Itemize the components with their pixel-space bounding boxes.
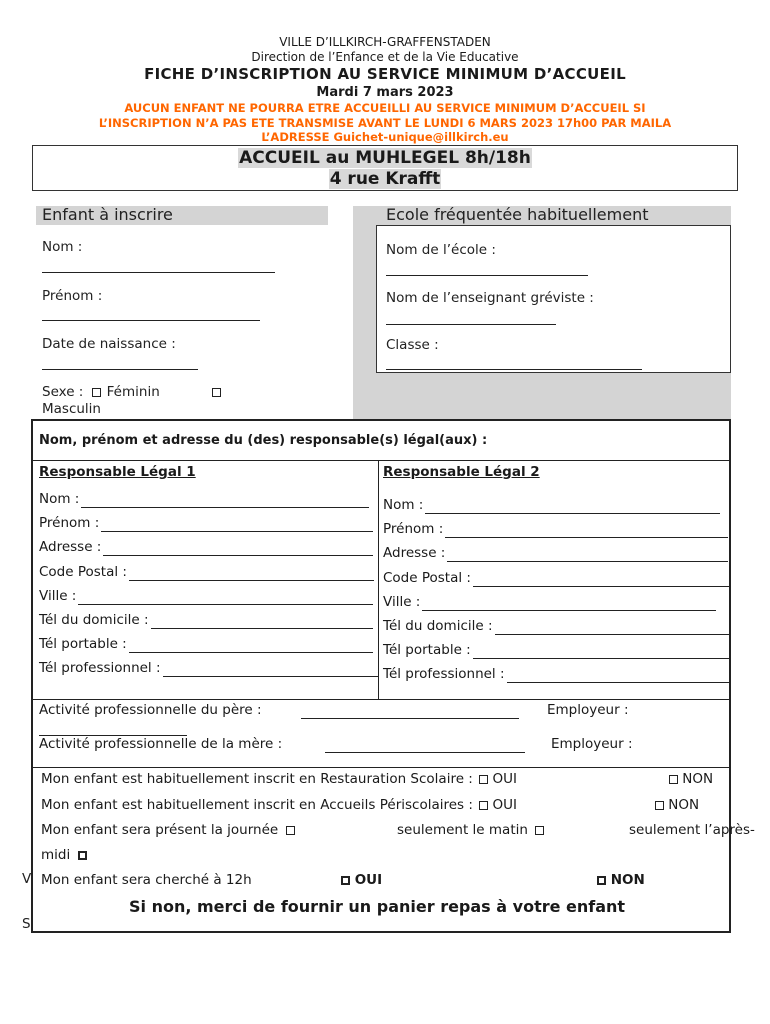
r2-field-line[interactable] <box>447 561 728 562</box>
location-line-1: ACCUEIL au MUHLEGEL 8h/18h <box>239 148 531 168</box>
child-nom-field[interactable] <box>42 272 275 273</box>
presence-aprem-checkbox[interactable] <box>78 851 87 860</box>
father-activity-field[interactable] <box>301 718 519 719</box>
r1-field-line[interactable] <box>129 652 373 653</box>
r2-field-line[interactable] <box>495 634 729 635</box>
warning-line-1: AUCUN ENFANT NE POURRA ETRE ACCUEILLI AU SERVICE MINIMUM D’ACCUEIL SI <box>124 101 646 115</box>
r2-field-line[interactable] <box>445 537 728 538</box>
classe-label: Classe : <box>386 337 439 353</box>
mother-activity-field[interactable] <box>325 752 525 753</box>
r2-field-line[interactable] <box>422 610 716 611</box>
pickup-non-checkbox[interactable] <box>597 876 606 885</box>
periscolaire-non-label: NON <box>668 797 700 813</box>
child-nom-label: Nom : <box>42 239 83 255</box>
question-periscolaire-label: Mon enfant est habituellement inscrit en Accueils Périscolaires : <box>41 797 473 813</box>
periscolaire-oui-checkbox[interactable] <box>479 801 488 810</box>
location-line-2: 4 rue Krafft <box>329 169 441 189</box>
r1-field-label: Tél du domicile : <box>39 612 149 628</box>
r1-field-label: Adresse : <box>39 539 102 556</box>
pickup-oui-checkbox[interactable] <box>341 876 350 885</box>
teacher-label: Nom de l’enseignant gréviste : <box>386 290 594 306</box>
presence-midi <box>41 847 87 863</box>
school-name-field[interactable] <box>386 275 588 276</box>
father-activity-label: Activité professionnelle du père : <box>39 702 262 718</box>
periscolaire-oui-label: OUI <box>492 797 518 813</box>
presence-matin <box>397 822 544 838</box>
clipped-letter-v: V <box>22 871 32 887</box>
feminin-checkbox[interactable] <box>92 388 101 397</box>
masculin-checkbox[interactable] <box>212 388 221 397</box>
city-name: VILLE D’ILLKIRCH-GRAFFENSTADEN <box>279 35 491 49</box>
r2-title: Responsable Légal 2 <box>383 464 540 480</box>
r2-field-line[interactable] <box>425 513 720 514</box>
restauration-non-label: NON <box>682 771 714 787</box>
r1-field-line[interactable] <box>151 628 373 629</box>
guardians-column-divider <box>378 460 379 699</box>
r2-field-label: Ville : <box>383 593 421 610</box>
r2-field-line[interactable] <box>473 586 729 587</box>
child-prenom-label: Prénom : <box>42 288 103 304</box>
r1-field-line[interactable] <box>163 676 378 677</box>
question-restauration <box>41 771 517 787</box>
r1-field-label: Nom : <box>39 491 80 507</box>
presence-midi-label: midi <box>41 847 71 863</box>
warning-line-3: L’ADRESSE Guichet-unique@illkirch.eu <box>261 130 509 144</box>
pickup-oui <box>341 872 382 888</box>
feminin-label: Féminin <box>106 384 160 400</box>
form-title: FICHE D’INSCRIPTION AU SERVICE MINIMUM D’ACCUEIL <box>144 65 626 83</box>
masculin-label: Masculin <box>42 401 101 417</box>
restauration-non-checkbox[interactable] <box>669 775 678 784</box>
r1-field-line[interactable] <box>129 580 374 581</box>
clipped-letter-s: S <box>22 916 31 932</box>
r1-field-label: Ville : <box>39 587 77 604</box>
r2-field-label: Tél professionnel : <box>383 666 505 683</box>
pickup-non <box>597 872 645 888</box>
child-birth-label: Date de naissance : <box>42 336 176 352</box>
child-sex-label: Sexe : <box>42 384 84 400</box>
r2-field-label: Tél portable : <box>383 642 471 659</box>
r1-field-label: Code Postal : <box>39 563 127 580</box>
question-restauration-label: Mon enfant est habituellement inscrit en Restauration Scolaire : <box>41 771 473 787</box>
school-name-label: Nom de l’école : <box>386 242 496 258</box>
guardians-divider-bottom <box>33 767 731 768</box>
presence-journee-checkbox[interactable] <box>286 826 295 835</box>
restauration-oui-label: OUI <box>492 771 517 787</box>
mother-activity-label: Activité professionnelle de la mère : <box>39 736 283 752</box>
r2-field-label: Nom : <box>383 497 424 513</box>
panier-repas-note: Si non, merci de fournir un panier repas à votre enfant <box>129 897 626 916</box>
periscolaire-non-checkbox[interactable] <box>655 801 664 810</box>
question-periscolaire <box>41 797 517 813</box>
mother-employer-label: Employeur : <box>551 736 633 752</box>
location-box <box>32 145 738 191</box>
r1-field-label: Tél professionnel : <box>39 660 161 677</box>
periscolaire-non <box>655 797 699 813</box>
question-pickup <box>41 872 252 888</box>
r2-field-label: Prénom : <box>383 521 444 538</box>
presence-journee-label: Mon enfant sera présent la journée <box>41 822 279 838</box>
warning-line-2: L’INSCRIPTION N’A PAS ETE TRANSMISE AVANT LE LUNDI 6 MARS 2023 17h00 PAR MAILA <box>98 116 672 130</box>
r1-field-line[interactable] <box>103 555 373 556</box>
guardians-heading: Nom, prénom et adresse du (des) responsable(s) légal(aux) : <box>39 433 488 448</box>
restauration-oui-checkbox[interactable] <box>479 775 488 784</box>
r2-field-label: Adresse : <box>383 545 446 562</box>
guardians-divider-mid <box>33 699 731 700</box>
r2-field-label: Tél du domicile : <box>383 618 493 634</box>
pickup-label: Mon enfant sera cherché à 12h <box>41 872 252 888</box>
question-presence <box>41 822 295 838</box>
form-date: Mardi 7 mars 2023 <box>316 85 454 100</box>
r1-field-label: Prénom : <box>39 515 100 532</box>
r2-field-line[interactable] <box>507 682 729 683</box>
r1-field-label: Tél portable : <box>39 636 127 653</box>
r1-field-line[interactable] <box>78 604 373 605</box>
school-heading: Ecole fréquentée habituellement <box>386 205 649 224</box>
r2-field-line[interactable] <box>473 658 729 659</box>
pickup-non-label: NON <box>610 872 645 888</box>
r1-title: Responsable Légal 1 <box>39 464 196 480</box>
presence-matin-checkbox[interactable] <box>535 826 544 835</box>
child-heading: Enfant à inscrire <box>42 205 173 224</box>
teacher-field[interactable] <box>386 324 556 325</box>
child-sex-row <box>42 384 221 400</box>
pickup-oui-label: OUI <box>354 872 383 888</box>
restauration-non <box>669 771 713 787</box>
r2-field-label: Code Postal : <box>383 569 471 586</box>
direction-name: Direction de l’Enfance et de la Vie Educative <box>251 50 519 64</box>
child-birth-field[interactable] <box>42 369 198 370</box>
presence-aprem-label: seulement l’après- <box>629 822 755 838</box>
presence-matin-label: seulement le matin <box>397 822 528 838</box>
child-prenom-field[interactable] <box>42 320 260 321</box>
r1-field-line[interactable] <box>101 531 373 532</box>
r1-field-line[interactable] <box>81 507 369 508</box>
guardians-divider-top <box>33 460 731 461</box>
father-employer-label: Employeur : <box>547 702 629 718</box>
classe-field[interactable] <box>386 369 642 370</box>
presence-aprem <box>629 822 755 838</box>
guardians-box <box>31 419 755 933</box>
